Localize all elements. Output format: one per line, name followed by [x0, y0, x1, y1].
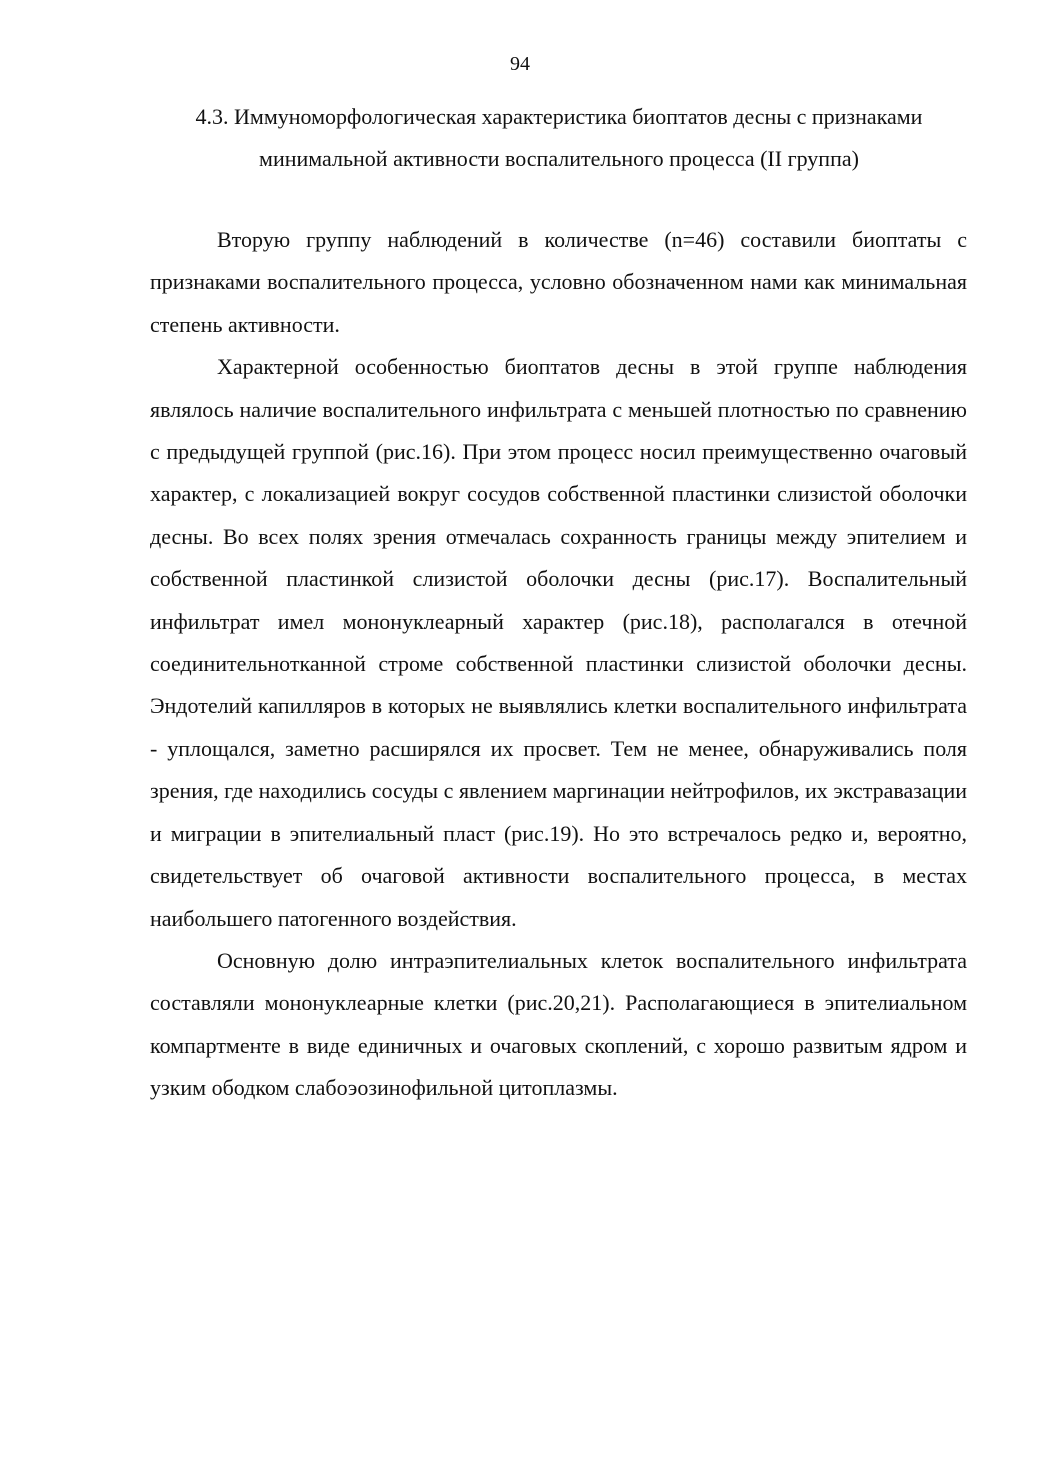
paragraph-3: Основную долю интраэпителиальных клеток воспалительного инфильтрата составляли мононуклеарные клетки (рис.20,21). Располагающиеся в эпителиальном компартменте в виде единичных и очаговых скоплений, с хорошо развитым ядром и узким ободком слабоэозинофильной цитоплазмы.: [150, 947, 967, 1101]
section-heading-line-2: минимальной активности воспалительного процесса (II группа): [259, 146, 859, 171]
paragraph-2: Характерной особенностью биоптатов десны в этой группе наблюдения являлось наличие воспалительного инфильтрата с меньшей плотностью по сравнению с предыдущей группой (рис.16). При этом процесс носил преимущественно очаговый характер, с локализацией вокруг сосудов собственной пластинки слизистой оболочки десны. Во всех полях зрения отмечалась сохранность границы между эпителием и собственной пластинкой слизистой оболочки десны (рис.17). Воспалительный инфильтрат имел мононуклеарный характер (рис.18), располагался в отечной соединительнотканной строме собственной пластинки слизистой оболочки десны. Эндотелий капилляров в которых не выявлялись клетки воспалительного инфильтрата - уплощался, заметно расширялся их просвет. Тем не менее, обнаруживались поля зрения, где находились сосуды с явлением маргинации нейтрофилов, их экстравазации и миграции в эпителиальный пласт (рис.19). Но это встречалось редко и, вероятно, свидетельствует об очаговой активности воспалительного процесса, в местах наибольшего патогенного воздействия.: [150, 354, 967, 931]
section-heading-line-1: 4.3. Иммуноморфологическая характеристика биоптатов десны с признаками: [195, 104, 923, 129]
body-text: [150, 219, 967, 1110]
page-number: 94: [510, 53, 530, 75]
paragraph-1: Вторую группу наблюдений в количестве (n=46) составили биоптаты с признаками воспалительного процесса, условно обозначенном нами как минимальная степень активности.: [150, 227, 967, 337]
section-heading: [150, 96, 968, 180]
